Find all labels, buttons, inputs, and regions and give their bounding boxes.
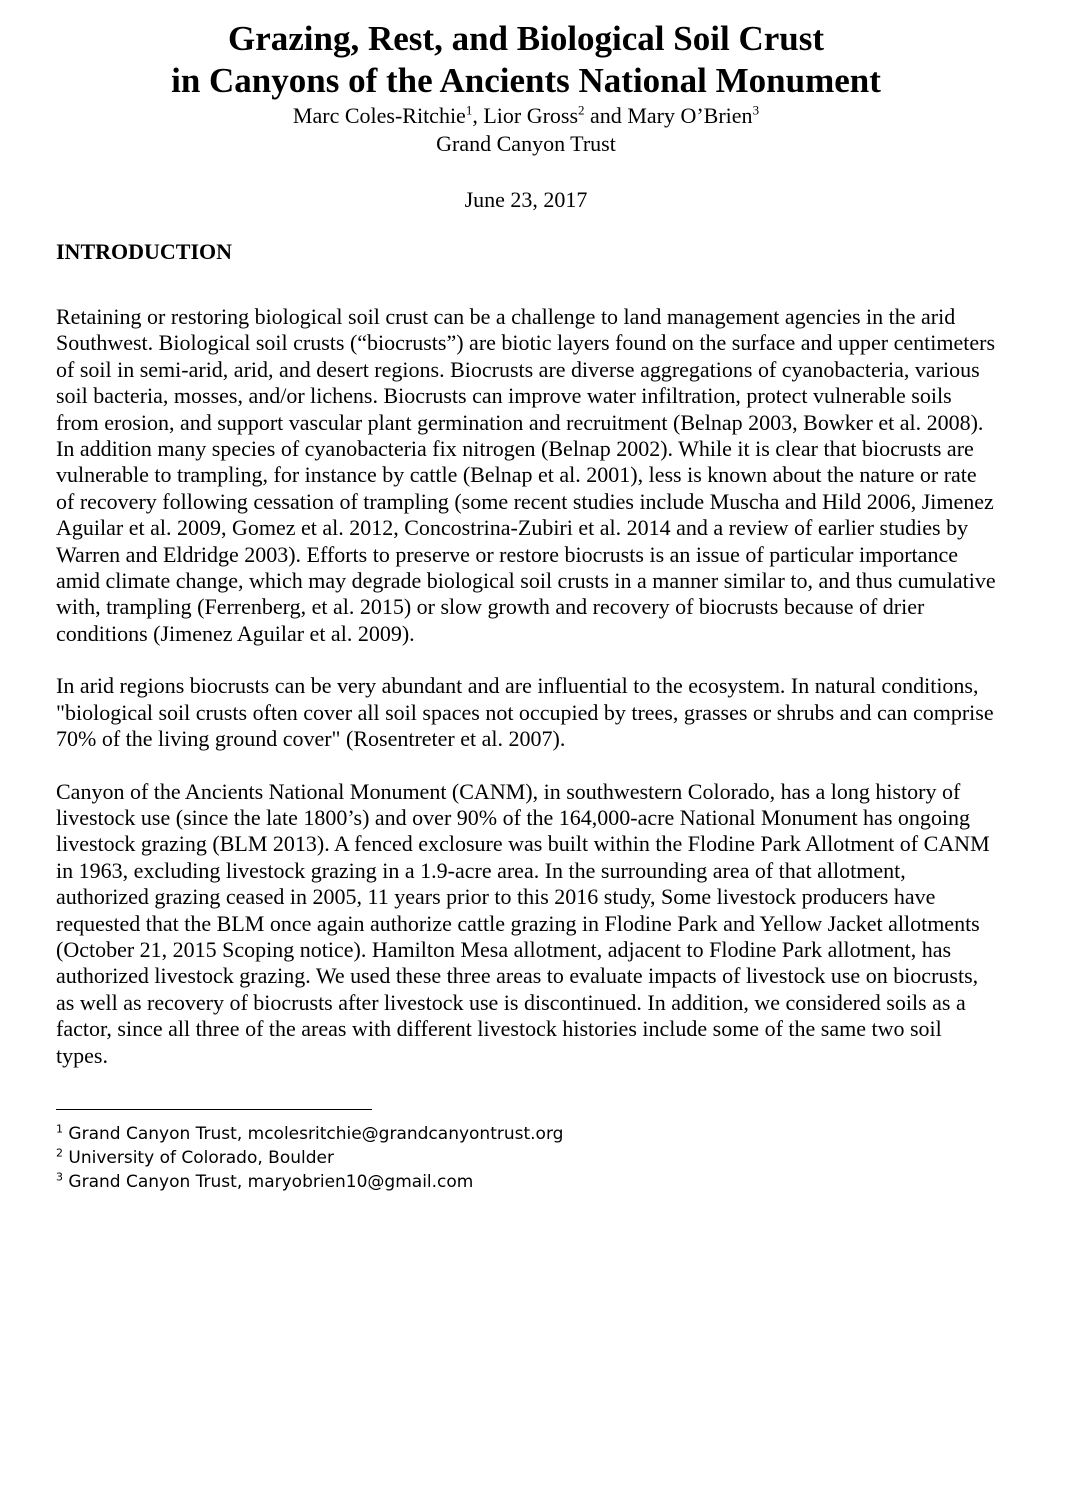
author-organization: Grand Canyon Trust [436, 131, 616, 156]
author-name: Marc Coles-Ritchie [292, 103, 466, 128]
author-list [56, 102, 996, 130]
body-paragraph: In arid regions biocrusts can be very abundant and are influential to the ecosystem. In natural conditions, "biological soil crusts often cover all soil spaces not occupied by trees, grasses or shrubs and can comprise 70% of the living ground cover" (Rosentreter et al. 2007). [56, 673, 994, 752]
footnote-mark: 1 [56, 1122, 63, 1136]
footnote-text: Grand Canyon Trust, maryobrien10@gmail.com [68, 1171, 474, 1192]
author-separator: , [472, 103, 484, 128]
section-heading-introduction: INTRODUCTION [56, 239, 233, 264]
title-line-1: Grazing, Rest, and Biological Soil Crust [228, 19, 824, 58]
footnote-divider [56, 1109, 372, 1110]
footnote-mark: 2 [56, 1146, 63, 1160]
footnote-item [56, 1122, 996, 1146]
author-name: Lior Gross [483, 103, 579, 128]
footnote-text: Grand Canyon Trust, mcolesritchie@grandcanyontrust.org [68, 1123, 564, 1144]
body-paragraph: Retaining or restoring biological soil crust can be a challenge to land management agencies in the arid Southwest. Biological soil crusts (“biocrusts”) are biotic layers found on the surface and upper centimeters of soil in semi-arid, arid, and desert regions. Biocrusts are diverse aggregations of cyanobacteria, various soil bacteria, mosses, and/or lichens. Biocrusts can improve water infiltration, protect vulnerable soils from erosion, and support vascular plant germination and recruitment (Belnap 2003, Bowker et al. 2008). In addition many species of cyanobacteria fix nitrogen (Belnap 2002). While it is clear that biocrusts are vulnerable to trampling, for instance by cattle (Belnap et al. 2001), less is known about the nature or rate of recovery following cessation of trampling (some recent studies include Muscha and Hild 2006, Jimenez Aguilar et al. 2009, Gomez et al. 2012, Concostrina-Zubiri et al. 2014 and a review of earlier studies by Warren and Eldridge 2003). Efforts to preserve or restore biocrusts is an issue of particular importance amid climate change, which may degrade biological soil crusts in a manner similar to, and thus cumulative with, trampling (Ferrenberg, et al. 2015) or slow growth and recovery of biocrusts because of drier conditions (Jimenez Aguilar et al. 2009). [56, 304, 996, 646]
author-separator: and [584, 103, 628, 128]
document-title [56, 18, 996, 102]
author-footnote-mark: 1 [465, 102, 473, 118]
title-line-2: in Canyons of the Ancients National Monument [171, 61, 881, 100]
footnotes [56, 1122, 996, 1194]
footnote-item [56, 1170, 996, 1194]
footnote-mark: 3 [56, 1170, 63, 1184]
footnote-item [56, 1146, 996, 1170]
document-date: June 23, 2017 [464, 187, 588, 212]
author-name: Mary O’Brien [627, 103, 753, 128]
author-footnote-mark: 3 [752, 102, 760, 118]
footnote-text: University of Colorado, Boulder [68, 1147, 334, 1168]
author-footnote-mark: 2 [578, 102, 585, 118]
body-paragraph: Canyon of the Ancients National Monument (CANM), in southwestern Colorado, has a long history of livestock use (since the late 1800’s) and over 90% of the 164,000-acre National Monument has ongoing livestock grazing (BLM 2013). A fenced exclosure was built within the Flodine Park Allotment of CANM in 1963, excluding livestock grazing in a 1.9-acre area. In the surrounding area of that allotment, authorized grazing ceased in 2005, 11 years prior to this 2016 study, Some livestock producers have requested that the BLM once again authorize cattle grazing in Flodine Park and Yellow Jacket allotments (October 21, 2015 Scoping notice). Hamilton Mesa allotment, adjacent to Flodine Park allotment, has authorized livestock grazing. We used these three areas to evaluate impacts of livestock use on biocrusts, as well as recovery of biocrusts after livestock use is discontinued. In addition, we considered soils as a factor, since all three of the areas with different livestock histories include some of the same two soil types. [56, 778, 990, 1068]
